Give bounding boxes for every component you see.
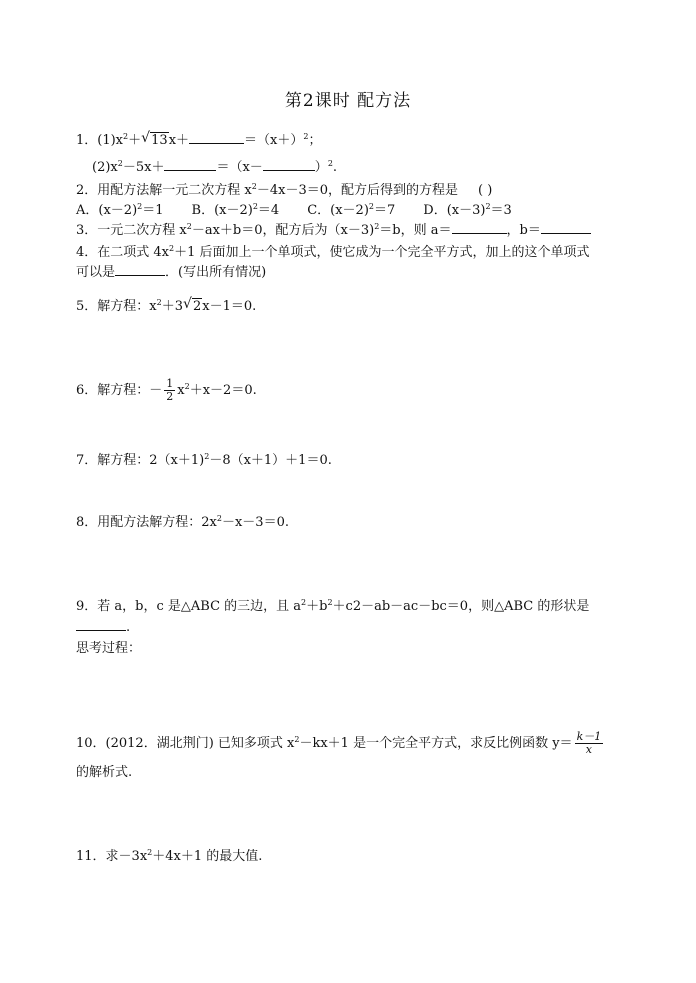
question-7: 7．解方程：2（x＋1)$^2$－8（x＋1）＋1＝0. [76, 452, 332, 468]
sqrt-13: √ 13 [141, 130, 168, 148]
option-b[interactable]: B．$(x-2)^2=4$ [191, 202, 280, 218]
answer-blank[interactable] [76, 619, 126, 631]
answer-blank-a[interactable] [452, 222, 507, 234]
answer-blank[interactable] [263, 159, 315, 171]
answer-paren[interactable]: ( ) [478, 183, 493, 198]
question-6: 6．解方程：－ $\frac{1}{2}$ $x^2+x-2=0$. [76, 377, 257, 403]
question-3: 3．一元二次方程 $x^2-ax+b=0$，配方后为（x－3)$^2$＝b，则 a＝ ，b＝ [76, 222, 591, 240]
question-9-thinking-label: 思考过程： [76, 641, 142, 656]
option-d[interactable]: D．$(x-3)^2=3$ [423, 202, 512, 218]
question-1-part-2: $(2)x^2-5x+ =(x- )^2$. [92, 159, 338, 175]
answer-blank[interactable] [189, 132, 244, 144]
fraction-k-minus-1-over-x: $\frac{k-1}{x}$ [576, 730, 602, 756]
question-10: 10．(2012．湖北荆门) 已知多项式 $x^2-kx+1$ 是一个完全平方式，求反比例函数 y＝ $\frac{k-1}{x}$ [76, 730, 602, 756]
answer-blank[interactable] [115, 264, 165, 276]
question-9: 9．若 a，b，c 是△ABC 的三边，且 $a^2+b^2+c2-ab-ac-bc=0$，则△ABC 的形状是 [76, 598, 590, 614]
question-8: 8．用配方法解方程：$2x^2-x-3=0$. [76, 514, 289, 530]
question-4-cont: 可以是 ．(写出所有情况) [76, 265, 267, 280]
answer-blank[interactable] [164, 159, 216, 171]
question-5: 5．解方程：$x^2+3$ √ 2x－1＝0. [76, 296, 257, 314]
page-title: 第2课时 配方法 [284, 91, 412, 111]
answer-blank-b[interactable] [541, 222, 591, 234]
question-11: 11．求$-3x^2+4x+1$ 的最大值. [76, 848, 263, 864]
question-1-part-1: 1．$(1)x^2+$ √ $13x+ =(x+)^2$； [76, 130, 322, 148]
sqrt-2: √ 2 [182, 296, 202, 314]
fraction-half: $\frac{1}{2}$ [166, 377, 174, 403]
option-a[interactable]: A．$(x-2)^2=1$ [76, 202, 164, 218]
question-2-options [76, 202, 512, 220]
question-4: 4．在二项式 $4x^2+1$ 后面加上一个单项式，使它成为一个完全平方式，加上的这个单项式 [76, 244, 590, 260]
question-2: 2．用配方法解一元二次方程 $x^2-4x-3=0$，配方后得到的方程是 ( ) [76, 182, 493, 198]
question-10-cont: 的解析式. [76, 765, 133, 780]
option-c[interactable]: C．$(x-2)^2=7$ [307, 202, 396, 218]
question-9-cont: . [76, 619, 130, 637]
